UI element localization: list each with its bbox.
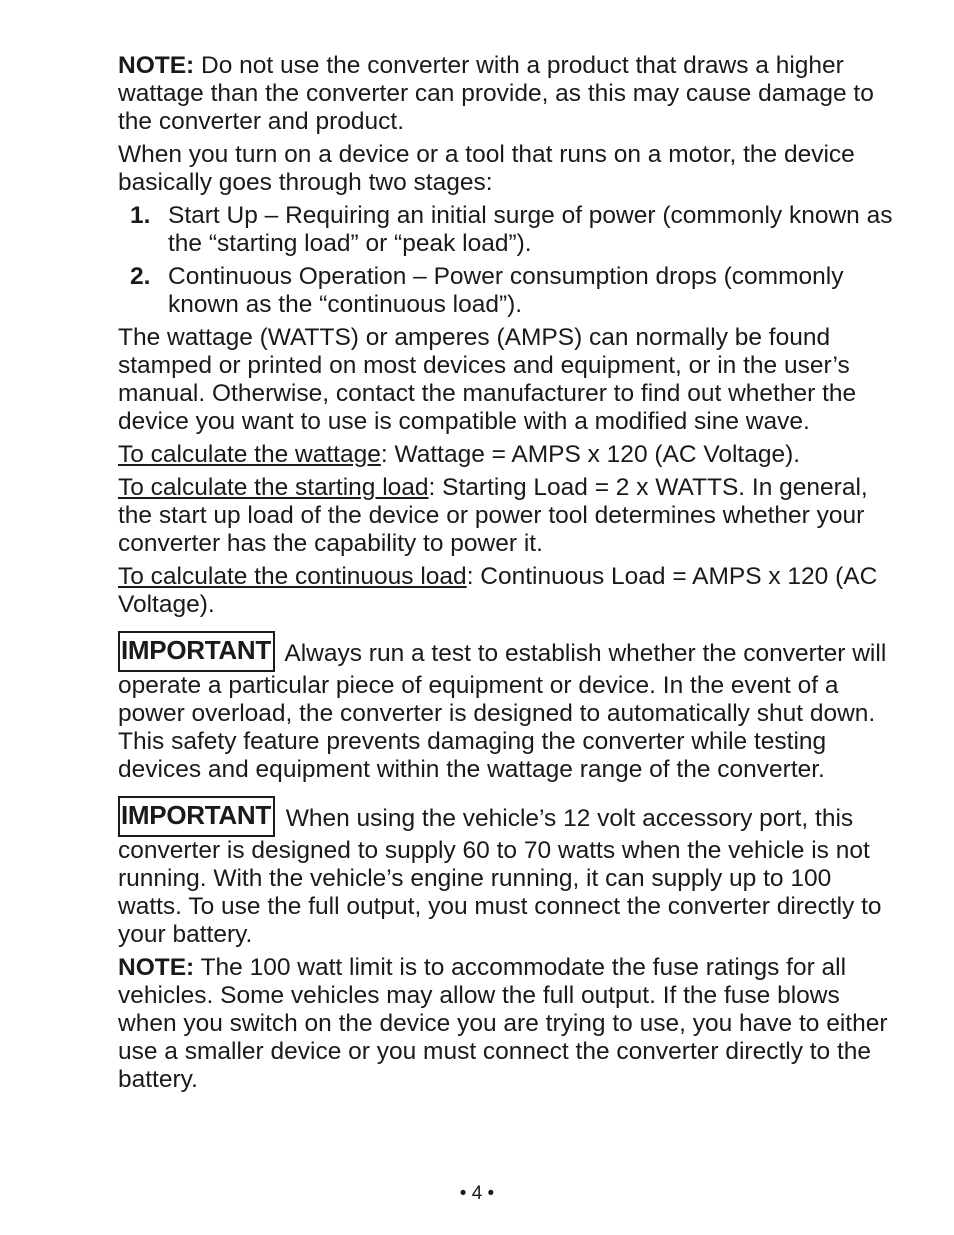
note-text: Do not use the converter with a product that draws a higher wattage than the converter can provide, as this may cause damage to the converter and product. — [118, 52, 874, 135]
list-item-number: 1. — [130, 202, 151, 229]
intro-paragraph: When you turn on a device or a tool that runs on a motor, the device basically goes through two stages: — [118, 141, 855, 196]
fuse-note-text: The 100 watt limit is to accommodate the fuse ratings for all vehicles. Some vehicles may allow the full output. If the fuse blows when you switch on the device you are trying to use, you have to either use a smaller device or you must connect the converter directly to the battery. — [118, 954, 888, 1093]
fuse-note-paragraph — [118, 954, 902, 1094]
note-label: NOTE: — [118, 52, 195, 79]
important-test-paragraph — [118, 631, 902, 784]
calc-wattage-paragraph — [118, 441, 902, 469]
list-item-number: 2. — [130, 263, 151, 290]
calc-continuous-paragraph — [118, 563, 902, 619]
note-paragraph — [118, 52, 902, 136]
list-item-text: Continuous Operation – Power consumption drops (commonly known as the “continuous load”). — [168, 263, 844, 318]
calc-continuous-label: To calculate the continuous load — [118, 563, 467, 590]
calc-continuous-text: : Continuous Load = AMPS x 120 (AC Voltage). — [118, 563, 878, 618]
calc-starting-label: To calculate the starting load — [118, 474, 429, 501]
wattage-info-paragraph: The wattage (WATTS) or amperes (AMPS) can normally be found stamped or printed on most devices and equipment, or in the user’s manual. Otherwise, contact the manufacturer to find out whether the device you want to use is compatible with a modified sine wave. — [118, 324, 857, 435]
important-badge: IMPORTANT — [118, 796, 275, 837]
calc-wattage-text: : Wattage = AMPS x 120 (AC Voltage). — [380, 441, 801, 468]
list-item — [118, 263, 902, 319]
important-port-paragraph — [118, 796, 902, 949]
important-test-text: Always run a test to establish whether the converter will operate a particular piece of equipment or device. In the event of a power overload, the converter is designed to automatically shut down. This safety feature prevents damaging the converter while testing devices and equipment within the wattage range of the converter. — [118, 640, 887, 783]
page-number: • 4 • — [459, 1183, 495, 1204]
manual-page-content — [118, 52, 902, 1099]
calc-starting-paragraph — [118, 474, 902, 558]
calc-starting-text: : Starting Load = 2 x WATTS. In general, the start up load of the device or power tool determines whether your converter has the capability to power it. — [118, 474, 868, 557]
important-badge: IMPORTANT — [118, 631, 275, 672]
list-item — [118, 202, 902, 258]
list-item-text: Start Up – Requiring an initial surge of power (commonly known as the “starting load” or “peak load”). — [168, 202, 893, 257]
calc-wattage-label: To calculate the wattage — [118, 441, 381, 468]
note-label: NOTE: — [118, 954, 195, 981]
important-port-text: When using the vehicle’s 12 volt accessory port, this converter is designed to supply 60 to 70 watts when the vehicle is not running. With the vehicle’s engine running, it can supply up to 100 watts. To use the full output, you must connect the converter directly to your battery. — [118, 805, 882, 948]
stages-list — [118, 202, 902, 319]
